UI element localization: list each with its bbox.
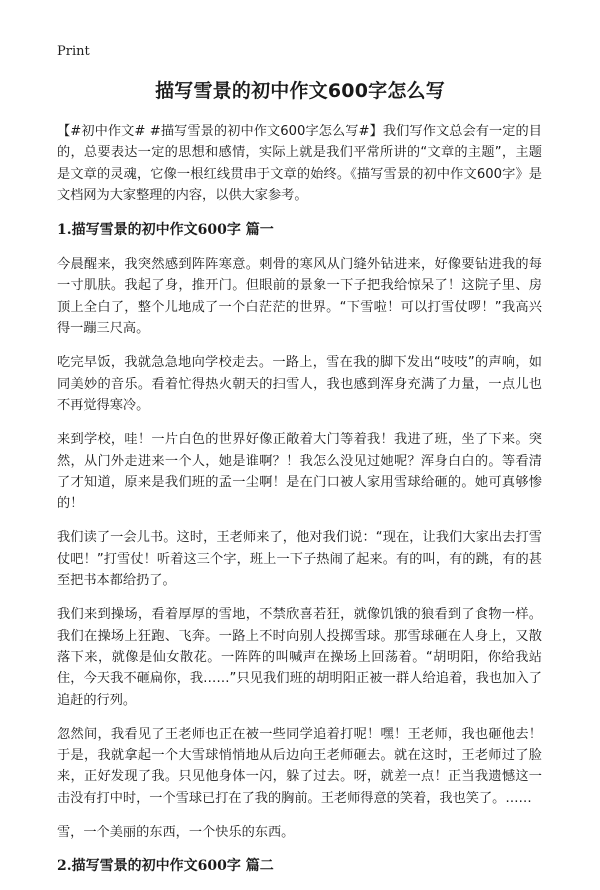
body-paragraph: 雪，一个美丽的东西，一个快乐的东西。: [57, 825, 295, 841]
body-paragraph: 今晨醒来，我突然感到阵阵寒意。刺骨的寒风从门缝外钻进来，好像要钻进我的每一寸肌肤。我起了身，推开门。但眼前的景象一下子把我给惊呆了！这院子里、房顶上全白了，整个儿地成了一个白茫茫的世界。“下雪啦！可以打雪仗啰！”我高兴得一蹦三尺高。: [57, 257, 542, 337]
body-paragraph: 我们来到操场，看着厚厚的雪地，不禁欣喜若狂，就像饥饿的狼看到了食物一样。我们在操场上狂跑、飞奔。一路上不时向别人投掷雪球。那雪球砸在人身上，又散落下来，就像是仙女散花。一阵阵的叫喊声在操场上回荡着。“胡明阳，你给我站住，今天我不砸扁你，我……”只见我们班的胡明阳正被一群人给追着，我也加入了追赶的行列。: [57, 607, 542, 708]
body-paragraph: 来到学校，哇！一片白色的世界好像正敞着大门等着我！我进了班，坐了下来。突然，从门外走进来一个人，她是谁啊？！我怎么没见过她呢？浑身白白的。等看清了才知道，原来是我们班的孟一尘啊！是在门口被人家用雪球给砸的。她可真够惨的！: [57, 432, 542, 512]
body-paragraph: 忽然间，我看见了王老师也正在被一些同学追着打呢！嘿！王老师，我也砸他去！于是，我就拿起一个大雪球悄悄地从后边向王老师砸去。就在这时，王老师过了脸来，正好发现了我。只见他身体一闪，躲了过去。呀，就差一点！正当我遗憾这一击没有打中时，一个雪球已打在了我的胸前。王老师得意的笑着，我也笑了。……: [57, 726, 542, 806]
print-link[interactable]: Print: [57, 44, 90, 59]
document-body: [57, 121, 542, 890]
body-paragraph: 吃完早饭，我就急急地向学校走去。一路上，雪在我的脚下发出“吱吱”的声响，如同美妙的音乐。看着忙得热火朝天的扫雪人，我也感到浑身充满了力量，一点儿也不再觉得寒冷。: [57, 355, 542, 413]
section-heading-1: 1.描写雪景的初中作文600字 篇一: [57, 222, 274, 239]
body-paragraph: 我们读了一会儿书。这时，王老师来了，他对我们说：“现在，让我们大家出去打雪仗吧！”打雪仗！听着这三个字，班上一下子热闹了起来。有的叫，有的跳，有的甚至把书本都给扔了。: [57, 530, 542, 589]
document-title: 描写雪景的初中作文600字怎么写: [155, 80, 445, 102]
intro-paragraph: 【#初中作文# #描写雪景的初中作文600字怎么写#】我们写作文总会有一定的目的，总要表达一定的思想和感情，实际上就是我们平常所讲的“文章的主题”，主题是文章的灵魂，它像一根红线贯串于文章的始终。《描写雪景的初中作文600字》是文档网为大家整理的内容，以供大家参考。: [57, 124, 542, 203]
section-heading-2: 2.描写雪景的初中作文600字 篇二: [57, 858, 274, 875]
